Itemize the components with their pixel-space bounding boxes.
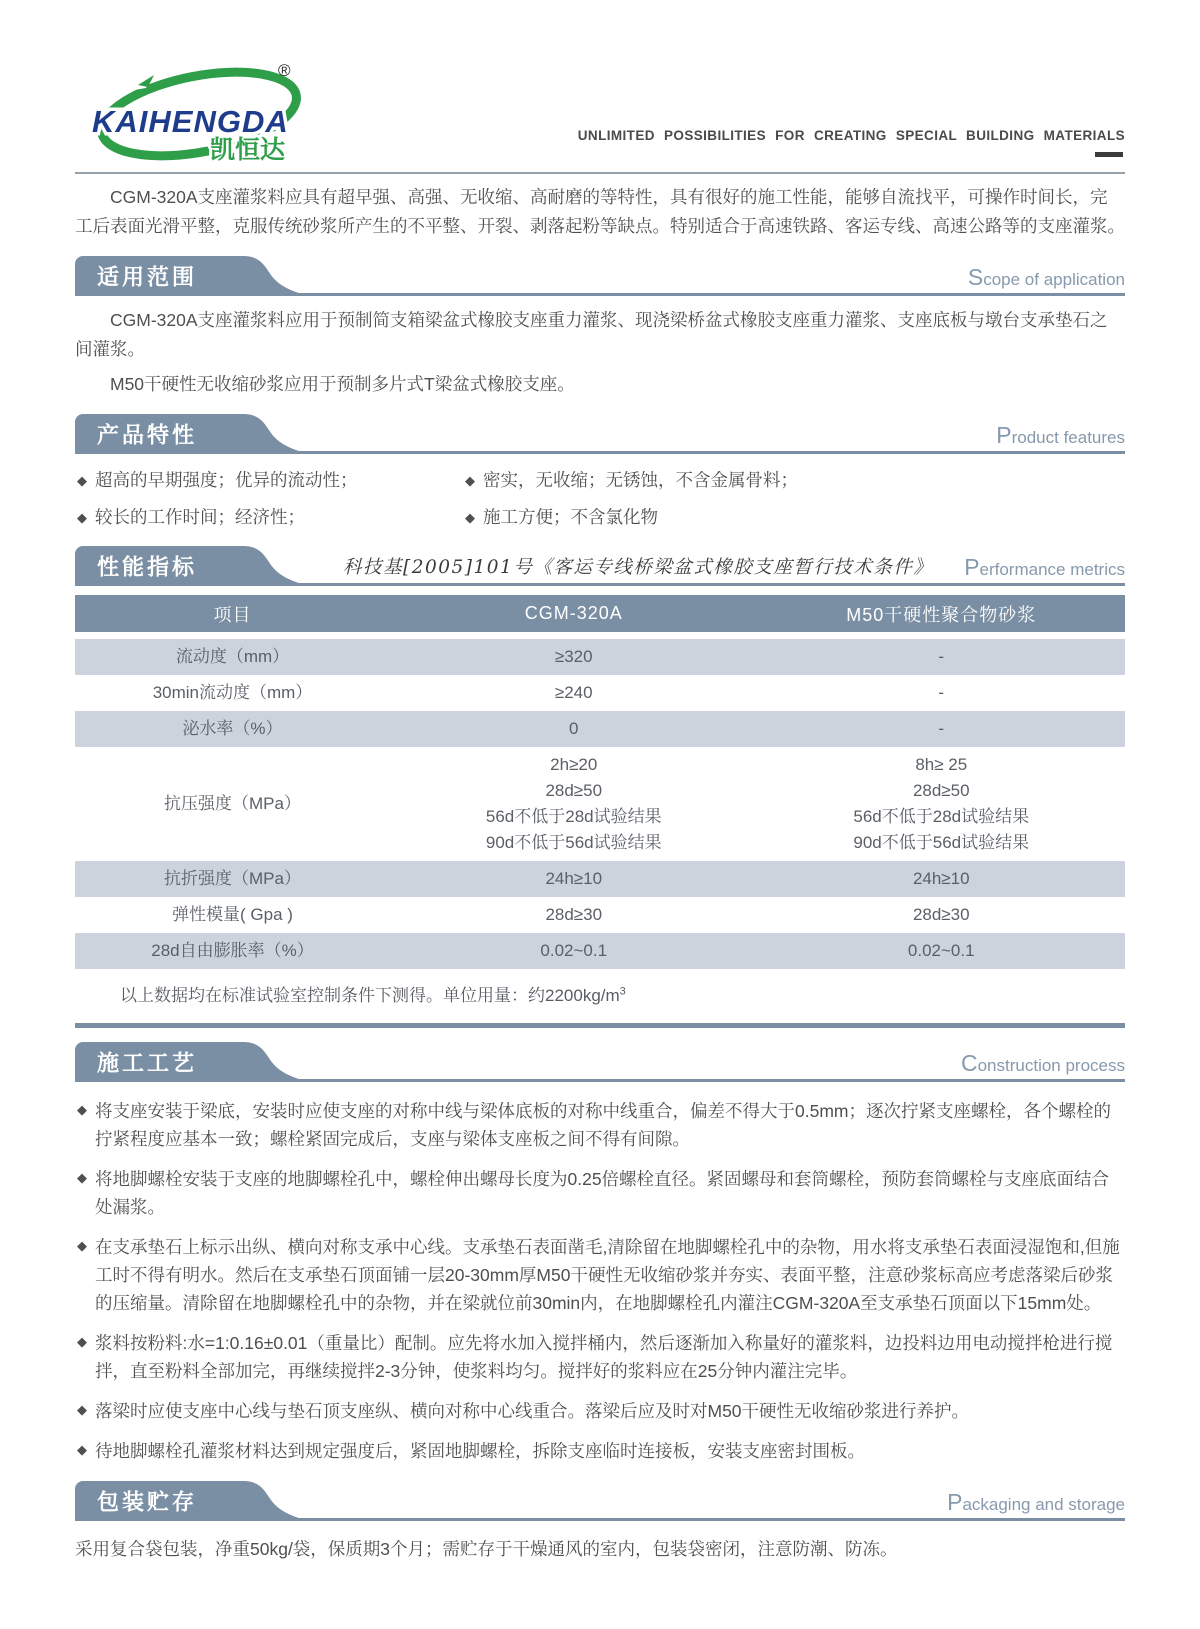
construction-step: [75, 1329, 1125, 1385]
packaging-paragraph: 采用复合袋包装，净重50kg/袋，保质期3个月；需贮存于干燥通风的室内，包装袋密闭，注意防潮、防冻。: [75, 1539, 898, 1560]
scope-body: [75, 306, 1125, 398]
kaihengda-logo-icon: [80, 52, 318, 170]
table-cell: 28d≥30: [545, 905, 603, 925]
construction-step: [75, 1233, 1125, 1317]
table-column-header: CGM-320A: [390, 595, 758, 639]
diamond-bullet-icon: ◆: [77, 1442, 87, 1458]
scope-paragraph: CGM-320A支座灌浆料应用于预制简支箱梁盆式橡胶支座重力灌浆、现浇梁桥盆式橡胶支座重力灌浆、支座底板与墩台支承垫石之间灌浆。: [75, 310, 1108, 360]
company-logo: [80, 52, 318, 175]
table-cell: -: [758, 639, 1126, 675]
section-banner-features: [75, 414, 1125, 454]
feature-text: 施工方便；不含氯化物: [483, 506, 658, 527]
table-cell: 2h≥20 28d≥50 56d不低于28d试验结果 90d不低于56d试验结果: [485, 755, 662, 853]
feature-text: 密实，无收缩；无锈蚀，不含金属骨料；: [483, 470, 798, 491]
feature-item: [463, 505, 1125, 530]
section-title-cn: 适用范围: [97, 264, 198, 290]
table-row: [75, 747, 1125, 861]
section-banner-construction: [75, 1042, 1125, 1082]
step-text: 将支座安装于梁底，安装时应使支座的对称中线与梁体底板的对称中线重合，偏差不得大于0.5mm；逐次拧紧支座螺栓，各个螺栓的拧紧程度应基本一致；螺栓紧固完成后，支座与梁体支座板之间不得有间隙。: [95, 1101, 1111, 1150]
section-banner-packaging: [75, 1481, 1125, 1521]
table-cell: 抗压强度（MPa）: [164, 794, 301, 814]
section-title-cn: 包装贮存: [97, 1489, 198, 1515]
table-cell: 抗折强度（MPa）: [75, 861, 390, 897]
table-cell: 28d≥30: [912, 905, 970, 925]
logo-brand-en: KAIHENGDA: [92, 104, 289, 139]
banner-rule: [75, 451, 1125, 454]
table-cell: 24h≥10: [390, 861, 758, 897]
table-row: [75, 861, 1125, 897]
construction-steps-list: [75, 1097, 1125, 1465]
table-cell: -: [758, 711, 1126, 747]
diamond-bullet-icon: ◆: [77, 1238, 87, 1254]
table-cell: 8h≥ 25 28d≥50 56d不低于28d试验结果 90d不低于56d试验结果: [853, 755, 1030, 853]
company-tagline: UNLIMITED POSSIBILITIES FOR CREATING SPECIAL BUILDING MATERIALS: [577, 128, 1125, 143]
footnote-superscript: 3: [619, 985, 626, 998]
table-cell: ≥320: [390, 639, 758, 675]
section-title-en: Performance metrics: [964, 554, 1125, 581]
banner-rule: [75, 583, 1125, 586]
table-cell: 0.02~0.1: [758, 933, 1126, 969]
banner-rule: [75, 1079, 1125, 1082]
logo-brand-cn: 凯恒达: [210, 136, 286, 164]
feature-item: [463, 468, 1125, 493]
table-column-header: M50干硬性聚合物砂浆: [758, 595, 1126, 639]
feature-item: [75, 468, 463, 493]
diamond-bullet-icon: ◆: [465, 473, 475, 489]
footnote-text: 以上数据均在标准试验室控制条件下测得。单位用量：约2200kg/m: [120, 986, 620, 1006]
table-row: [75, 897, 1125, 933]
section-title-en: Product features: [996, 422, 1125, 449]
intro-paragraph: CGM-320A支座灌浆料应具有超早强、高强、无收缩、高耐磨的等特性，具有很好的施工性能，能够自流找平，可操作时间长，完工后表面光滑平整，克服传统砂浆所产生的不平整、开裂、剥落起粉等缺点。特别适合于高速铁路、客运专线、高速公路等的支座灌浆。: [75, 187, 1125, 236]
intro-block: [75, 183, 1125, 240]
section-banner-performance: [75, 546, 1125, 586]
diamond-bullet-icon: ◆: [77, 1170, 87, 1186]
table-cell: 泌水率（%）: [75, 711, 390, 747]
performance-table-header-row: [75, 595, 1125, 639]
page-header: [75, 0, 1125, 172]
table-cell: 28d自由膨胀率（%）: [75, 933, 390, 969]
section-title-cn: 施工工艺: [97, 1050, 198, 1076]
table-cell: 弹性模量( Gpa ): [172, 905, 293, 925]
section-title-en: Construction process: [961, 1050, 1125, 1077]
section-banner-scope: [75, 256, 1125, 296]
step-text: 浆料按粉料:水=1:0.16±0.01（重量比）配制。应先将水加入搅拌桶内，然后逐渐加入称量好的灌浆料，边投料边用电动搅拌枪进行搅拌，直至粉料全部加完，再继续搅拌2-3分钟，使浆料均匀。搅拌好的浆料应在25分钟内灌注完毕。: [95, 1333, 1113, 1382]
section-divider-bar: [75, 1023, 1125, 1028]
table-cell: 0: [390, 711, 758, 747]
table-cell: 流动度（mm）: [75, 639, 390, 675]
tagline-underline: [1095, 152, 1123, 157]
table-cell: ≥240: [554, 683, 593, 703]
performance-table-body: [75, 639, 1125, 969]
table-cell: 0.02~0.1: [390, 933, 758, 969]
step-text: 在支承垫石上标示出纵、横向对称支承中心线。支承垫石表面凿毛,清除留在地脚螺栓孔中的杂物，用水将支承垫石表面浸湿饱和,但施工时不得有明水。然后在支承垫石顶面铺一层20-30mm厚M50干硬性无收缩砂浆并夯实、表面平整，注意砂浆标高应考虑落梁后砂浆的压缩量。清除留在地脚螺栓孔中的杂物，并在梁就位前30min内，在地脚螺栓孔内灌注CGM-320A至支承垫石顶面以下15mm处。: [95, 1237, 1120, 1314]
feature-text: 超高的早期强度；优异的流动性；: [95, 470, 358, 491]
diamond-bullet-icon: ◆: [77, 1402, 87, 1418]
construction-step: [75, 1165, 1125, 1221]
scope-paragraph: M50干硬性无收缩砂浆应用于预制多片式T梁盆式橡胶支座。: [110, 373, 575, 394]
step-text: 将地脚螺栓安装于支座的地脚螺栓孔中，螺栓伸出螺母长度为0.25倍螺栓直径。紧固螺母和套筒螺栓，预防套筒螺栓与支座底面结合处漏浆。: [95, 1169, 1110, 1218]
performance-table: [75, 595, 1125, 969]
table-row: [75, 675, 1125, 711]
section-title-cn: 性能指标: [97, 554, 198, 580]
table-footnote: [120, 981, 1125, 1006]
features-list: [75, 468, 1125, 530]
construction-step: [75, 1397, 1125, 1425]
construction-step: [75, 1097, 1125, 1153]
diamond-bullet-icon: ◆: [77, 1334, 87, 1350]
feature-item: [75, 505, 463, 530]
step-text: 落梁时应使支座中心线与垫石顶支座纵、横向对称中心线重合。落梁后应及时对M50干硬性无收缩砂浆进行养护。: [95, 1401, 970, 1422]
construction-step: [75, 1437, 1125, 1465]
table-cell: 24h≥10: [758, 861, 1126, 897]
banner-rule: [75, 1518, 1125, 1521]
registered-trademark-icon: ®: [278, 61, 291, 80]
table-row: [75, 639, 1125, 675]
section-title-en: Packaging and storage: [947, 1489, 1125, 1516]
diamond-bullet-icon: ◆: [77, 1102, 87, 1118]
table-row: [75, 711, 1125, 747]
banner-rule: [75, 293, 1125, 296]
diamond-bullet-icon: ◆: [77, 509, 87, 525]
table-row: [75, 933, 1125, 969]
table-column-header: 项目: [75, 595, 390, 639]
table-cell: -: [938, 683, 945, 703]
section-title-en: Scope of application: [967, 264, 1125, 291]
table-cell: 30min流动度（mm）: [152, 683, 313, 703]
diamond-bullet-icon: ◆: [465, 509, 475, 525]
section-title-cn: 产品特性: [97, 422, 198, 448]
performance-standard-reference: 科技基[2005]101号《客运专线桥梁盆式橡胶支座暂行技术条件》: [343, 557, 934, 579]
feature-text: 较长的工作时间；经济性；: [95, 506, 305, 527]
diamond-bullet-icon: ◆: [77, 473, 87, 489]
step-text: 待地脚螺栓孔灌浆材料达到规定强度后，紧固地脚螺栓，拆除支座临时连接板，安装支座密封围板。: [95, 1441, 865, 1462]
